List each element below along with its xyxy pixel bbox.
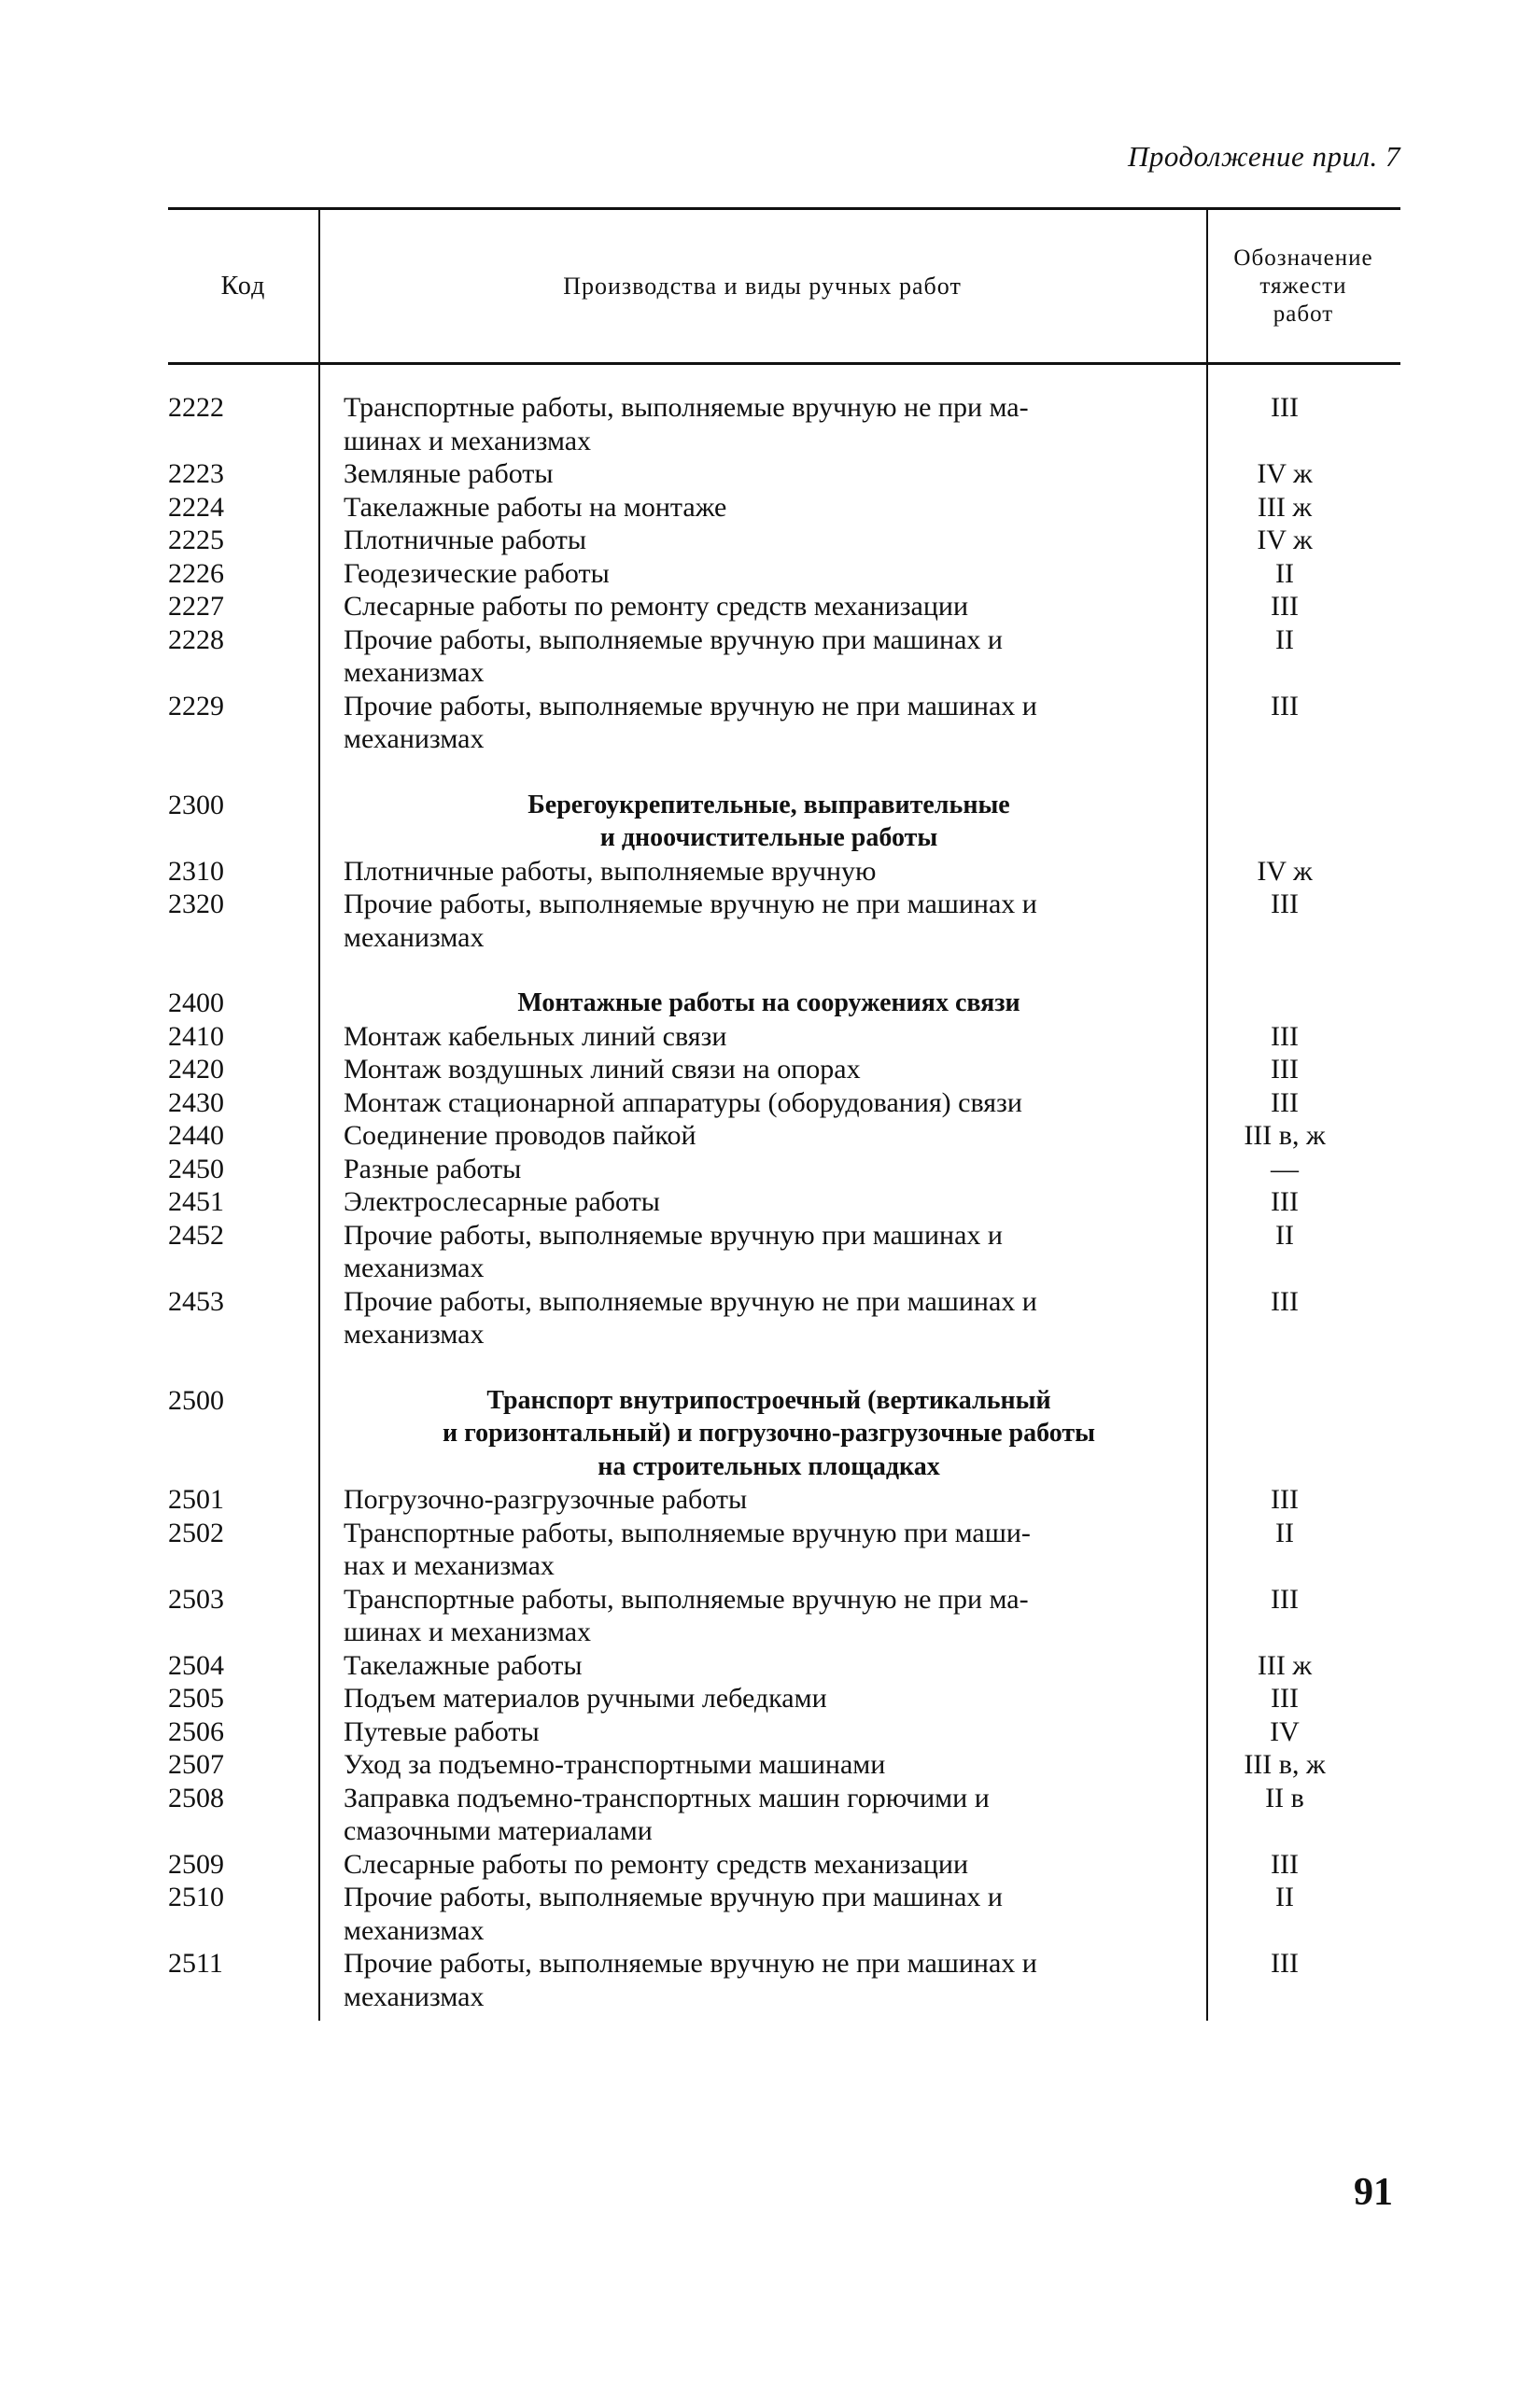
row-code: 2453 (168, 1285, 224, 1317)
row-name-line: Плотничные работы, выполняемые вручную (344, 855, 877, 887)
row-name-line: Путевые работы (344, 1715, 540, 1747)
table-row (168, 1649, 1400, 1683)
table-row (168, 1119, 1400, 1153)
row-code: 2430 (168, 1086, 224, 1118)
work-grade-table (168, 207, 1400, 2021)
row-grade: III в, ж (1244, 1749, 1326, 1780)
row-code: 2452 (168, 1219, 224, 1251)
row-name-line: Заправка подъемно-транспортных машин горючими и (344, 1782, 990, 1813)
row-grade: III (1271, 1285, 1299, 1317)
row-code: 2501 (168, 1484, 224, 1515)
row-name (331, 888, 1206, 954)
row-name-line: Монтаж кабельных линий связи (344, 1020, 727, 1052)
row-grade: II (1275, 557, 1294, 589)
row-code: 2506 (168, 1715, 224, 1747)
row-gap (168, 756, 1400, 789)
row-name-line: Прочие работы, выполняемые вручную не при машинах и (344, 690, 1037, 721)
row-code: 2300 (168, 789, 224, 820)
row-code: 2502 (168, 1517, 224, 1548)
table-row (168, 1748, 1400, 1782)
section-title (331, 987, 1206, 1020)
row-name (331, 1748, 1206, 1782)
row-grade: III (1271, 1848, 1299, 1880)
row-name-line: Транспорт внутрипостроечный (вертикальный (486, 1385, 1051, 1415)
row-name-line: механизмах (344, 1981, 485, 2012)
row-name-line: Разные работы (344, 1153, 522, 1184)
row-code: 2410 (168, 1020, 224, 1052)
table-row (168, 524, 1400, 557)
page-number: 91 (1354, 2171, 1393, 2214)
row-name-line: Прочие работы, выполняемые вручную не при машинах и (344, 1948, 1037, 1979)
table-row (168, 888, 1400, 954)
header-grade-line: работ (1273, 301, 1334, 327)
row-grade: III (1271, 1020, 1299, 1052)
row-name-line: Соединение проводов пайкой (344, 1120, 696, 1151)
table-row (168, 1947, 1400, 2013)
row-grade: III (1271, 1948, 1299, 1979)
row-name (331, 1153, 1206, 1186)
header-grade-line: Обозначение (1233, 245, 1373, 271)
row-name (331, 1583, 1206, 1649)
section-row (168, 1384, 1400, 1484)
row-name (331, 1119, 1206, 1153)
row-grade: — (1271, 1153, 1299, 1184)
row-name (331, 1782, 1206, 1848)
row-name-line: Монтаж стационарной аппаратуры (оборудования) связи (344, 1086, 1022, 1118)
row-name (331, 1020, 1206, 1054)
row-grade: III в, ж (1244, 1120, 1326, 1151)
row-code: 2508 (168, 1782, 224, 1813)
table-row (168, 1517, 1400, 1583)
row-gap (168, 1351, 1400, 1384)
row-name-line: Прочие работы, выполняемые вручную при машинах и (344, 1219, 1003, 1251)
row-code: 2225 (168, 525, 224, 555)
row-grade: II (1275, 1219, 1294, 1251)
row-name (331, 690, 1206, 756)
row-name-line: и дноочистительные работы (599, 823, 938, 852)
table-row (168, 457, 1400, 491)
row-code: 2507 (168, 1749, 224, 1780)
table-row (168, 1285, 1400, 1351)
table-row (168, 690, 1400, 756)
row-code: 2450 (168, 1153, 224, 1184)
row-name-line: Берегоукрепительные, выправительные (527, 790, 1010, 819)
row-name (331, 1715, 1206, 1749)
row-name-line: Монтаж воздушных линий связи на опорах (344, 1054, 861, 1085)
table-row (168, 491, 1400, 525)
row-name-line: механизмах (344, 1319, 485, 1350)
row-code: 2505 (168, 1683, 224, 1714)
table-row (168, 1483, 1400, 1517)
row-name-line: Такелажные работы (344, 1649, 583, 1681)
row-grade: IV (1270, 1715, 1300, 1747)
row-name (331, 1086, 1206, 1120)
row-name-line: и горизонтальный) и погрузочно-разгрузочные работы (443, 1419, 1095, 1448)
row-grade: III (1271, 1583, 1299, 1615)
section-row (168, 789, 1400, 855)
row-name (331, 1947, 1206, 2013)
table-row (168, 1715, 1400, 1749)
row-grade: III (1271, 1683, 1299, 1714)
row-name-line: Геодезические работы (344, 557, 610, 589)
row-name (331, 1185, 1206, 1219)
row-name (331, 1219, 1206, 1285)
row-name-line: Слесарные работы по ремонту средств механизации (344, 591, 968, 622)
row-name (331, 491, 1206, 525)
row-name (331, 391, 1206, 457)
row-grade (1206, 789, 1400, 855)
row-code: 2224 (168, 491, 224, 523)
row-grade: II (1275, 623, 1294, 655)
row-grade: II (1275, 1517, 1294, 1548)
row-grade (1206, 1384, 1400, 1484)
row-code: 2451 (168, 1186, 224, 1217)
row-grade: III (1271, 1484, 1299, 1515)
row-name (331, 855, 1206, 889)
row-code: 2510 (168, 1882, 224, 1912)
row-name (331, 1483, 1206, 1517)
row-name (331, 524, 1206, 557)
table-row (168, 1020, 1400, 1054)
row-name (331, 590, 1206, 623)
row-name (331, 1682, 1206, 1715)
header-grade-line: тяжести (1259, 273, 1347, 299)
row-code: 2503 (168, 1583, 224, 1615)
row-grade: III (1271, 690, 1299, 721)
row-grade: III ж (1257, 1649, 1313, 1681)
row-name-line: Транспортные работы, выполняемые вручную при маши- (344, 1517, 1031, 1548)
header-code: Код (220, 271, 266, 301)
row-name-line: Плотничные работы (344, 525, 587, 555)
row-name-line: Земляные работы (344, 458, 554, 489)
table-row (168, 1682, 1400, 1715)
running-head: Продолжение прил. 7 (1128, 140, 1400, 173)
table-header (168, 207, 1400, 365)
row-name-line: механизмах (344, 657, 485, 688)
row-code: 2226 (168, 557, 224, 589)
row-name-line: Монтажные работы на сооружениях связи (517, 988, 1020, 1017)
row-name (331, 1285, 1206, 1351)
row-name-line: Уход за подъемно-транспортными машинами (344, 1749, 886, 1780)
row-grade: IV ж (1257, 525, 1313, 555)
row-grade: II в (1265, 1782, 1304, 1813)
row-code: 2420 (168, 1054, 224, 1085)
row-grade: III (1271, 889, 1299, 919)
row-name (331, 457, 1206, 491)
row-code: 2440 (168, 1120, 224, 1151)
row-name-line: нах и механизмах (344, 1550, 555, 1581)
section-row (168, 987, 1400, 1020)
table-row (168, 1881, 1400, 1947)
row-code: 2227 (168, 591, 224, 622)
row-code: 2500 (168, 1384, 224, 1416)
row-grade: III (1271, 1054, 1299, 1085)
table-row (168, 1086, 1400, 1120)
row-grade: III ж (1257, 491, 1313, 523)
row-name-line: Слесарные работы по ремонту средств механизации (344, 1848, 968, 1880)
table-row (168, 391, 1400, 457)
row-name-line: Погрузочно-разгрузочные работы (344, 1484, 748, 1515)
row-name (331, 1053, 1206, 1086)
row-name-line: Прочие работы, выполняемые вручную при машинах и (344, 1882, 1003, 1912)
row-code: 2229 (168, 690, 224, 721)
row-name-line: Транспортные работы, выполняемые вручную не при ма- (344, 392, 1029, 423)
row-name (331, 1881, 1206, 1947)
table-body (168, 365, 1400, 2021)
row-code: 2504 (168, 1649, 224, 1681)
row-code: 2320 (168, 889, 224, 919)
row-name-line: Транспортные работы, выполняемые вручную не при ма- (344, 1583, 1029, 1615)
row-code: 2511 (168, 1948, 223, 1979)
row-grade: III (1271, 1186, 1299, 1217)
row-name (331, 1649, 1206, 1683)
table-row (168, 1185, 1400, 1219)
row-name-line: Такелажные работы на монтаже (344, 491, 727, 523)
header-name: Производства и виды ручных работ (563, 272, 962, 300)
row-name-line: механизмах (344, 723, 485, 754)
table-row (168, 557, 1400, 591)
table-row (168, 623, 1400, 690)
table-row (168, 1219, 1400, 1285)
row-name-line: Прочие работы, выполняемые вручную при машинах и (344, 623, 1003, 655)
row-name-line: на строительных площадках (598, 1451, 940, 1481)
row-grade: IV ж (1257, 855, 1313, 887)
row-code: 2509 (168, 1848, 224, 1880)
row-grade: III (1271, 591, 1299, 622)
table-row (168, 1583, 1400, 1649)
row-name-line: Прочие работы, выполняемые вручную не при машинах и (344, 889, 1037, 919)
table-row (168, 590, 1400, 623)
row-gap (168, 954, 1400, 987)
section-title (331, 1384, 1206, 1484)
table-row (168, 1782, 1400, 1848)
row-name-line: шинах и механизмах (344, 425, 592, 456)
row-name-line: смазочными материалами (344, 1815, 653, 1846)
row-name (331, 1517, 1206, 1583)
row-name-line: шинах и механизмах (344, 1617, 592, 1647)
row-name-line: Прочие работы, выполняемые вручную не при машинах и (344, 1285, 1037, 1317)
row-grade (1206, 987, 1400, 1020)
row-name (331, 557, 1206, 591)
row-grade: IV ж (1257, 458, 1313, 489)
table-row (168, 855, 1400, 889)
row-grade: II (1275, 1882, 1294, 1912)
row-code: 2400 (168, 987, 224, 1018)
row-name (331, 623, 1206, 690)
row-name (331, 1848, 1206, 1882)
row-name-line: механизмах (344, 1253, 485, 1283)
section-title (331, 789, 1206, 855)
row-code: 2222 (168, 392, 224, 423)
row-name-line: механизмах (344, 921, 485, 953)
row-name-line: Подъем материалов ручными лебедками (344, 1683, 827, 1714)
header-grade (1206, 210, 1400, 362)
table-row (168, 1848, 1400, 1882)
table-row (168, 1153, 1400, 1186)
table-row (168, 1053, 1400, 1086)
row-code: 2310 (168, 855, 224, 887)
row-code: 2223 (168, 458, 224, 489)
row-grade: III (1271, 392, 1299, 423)
row-code: 2228 (168, 623, 224, 655)
row-name-line: Электрослесарные работы (344, 1186, 660, 1217)
row-grade: III (1271, 1086, 1299, 1118)
row-name-line: механизмах (344, 1914, 485, 1946)
